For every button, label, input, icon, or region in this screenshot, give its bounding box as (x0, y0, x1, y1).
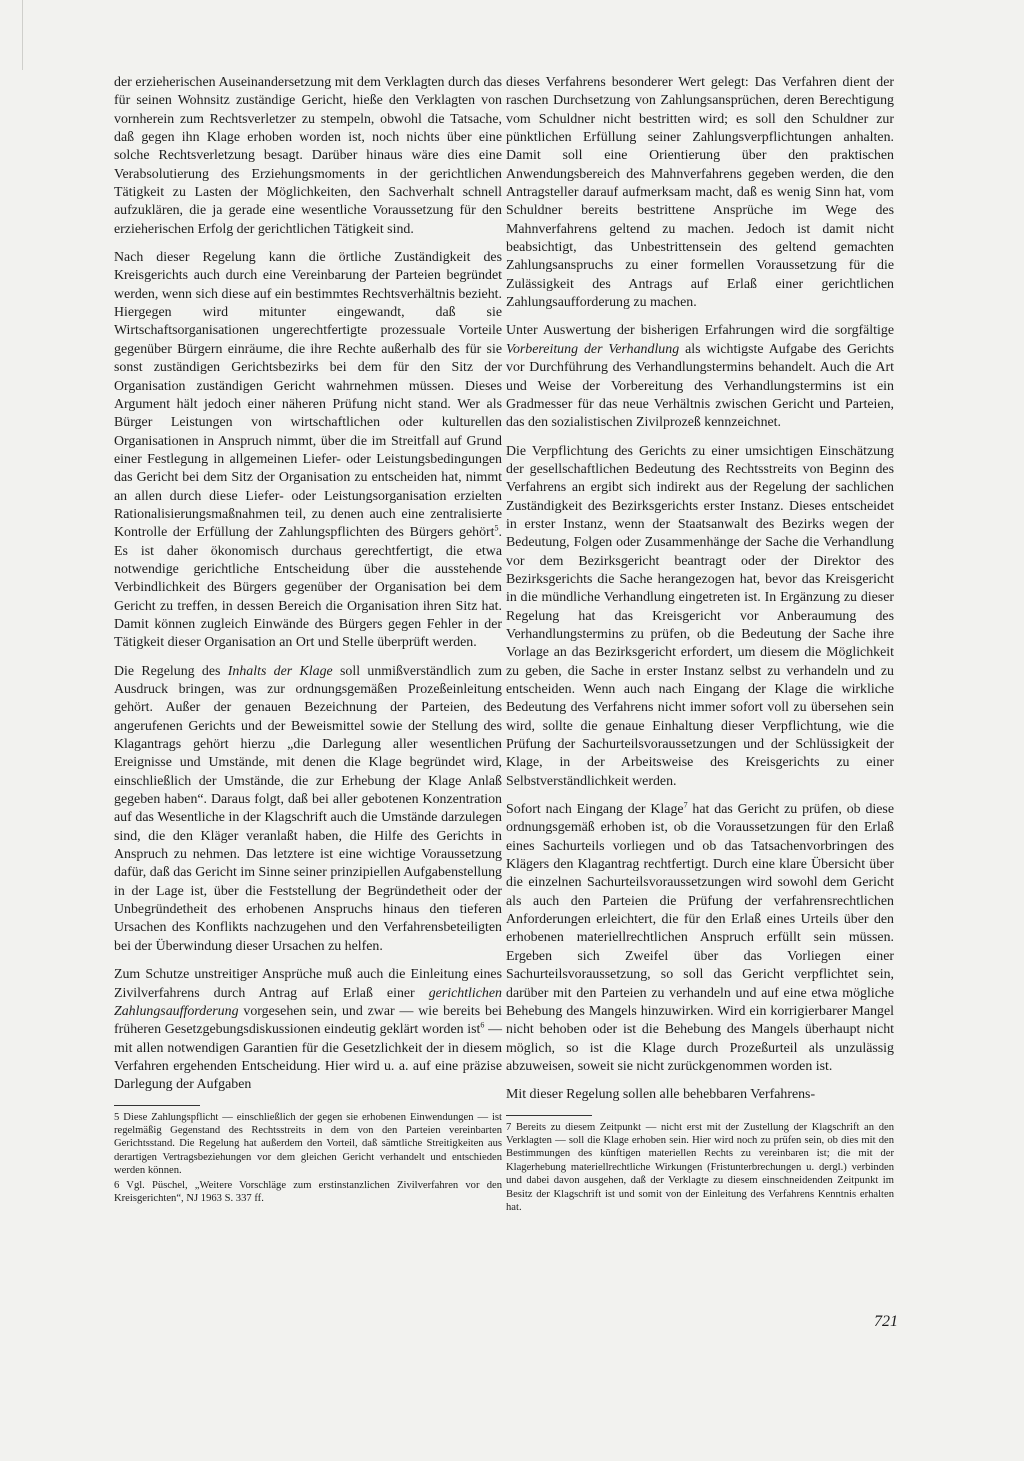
left-paragraph-3 (114, 663, 502, 957)
right-paragraph-5: Mit dieser Regelung sollen alle behebbaren Verfahrens- (506, 1087, 816, 1103)
page-number: 721 (874, 1313, 898, 1330)
left-paragraph-2 (114, 249, 502, 653)
right-paragraph-1: dieses Verfahrens besonderer Wert gelegt: Das Verfahren dient der raschen Durchsetzung von Zahlungsansprüchen, deren Berechtigung vom Schuldner nicht bestritten wird; es soll den Schuldner zur pünktlichen Erfüllung seiner Zahlungsverpflichtungen anhalten. Damit soll eine Orientierung über den praktischen Anwendungsbereich des Mahnverfahrens gegeben werden, die den Antragsteller darauf aufmerksam macht, daß es wenig Sinn hat, vom Schuldner bereits bestrittene Ansprüche im Wege des Mahnverfahrens geltend zu machen. Jedoch ist damit nicht beabsichtigt, das Unbestrittensein des geltend gemachten Zahlungsanspruchs zu einer formellen Voraussetzung für die Zulässigkeit des Antrags auf Erlaß einer gerichtlichen Zahlungsaufforderung zu machen. (506, 75, 894, 311)
left-paragraph-2-text: Nach dieser Regelung kann die örtliche Zuständigkeit des Kreisgerichts auch durch eine Vereinbarung der Parteien begründet werden, wenn sich diese auf ein bestimmtes Rechtsverhältnis bezieht. Hiergegen wird mitunter eingewandt, daß sie Wirtschaftsorganisationen ungerechtfertigte prozessuale Vorteile gegenüber Bürgern einräume, die ihre Rechte außerhalb des für sie sonst zuständigen Gerichtsbezirks bei dem für den Sitz der Organisation zuständigen Gericht wahrnehmen müssen. Dieses Argument hält jedoch einer näheren Prüfung nicht stand. Wer als Bürger Leistungen von wirtschaftlichen oder kulturellen Organisationen in Anspruch nimmt, über die im Streitfall auf Grund einer Festlegung in allgemeinen Liefer- oder Leistungsbedingungen das Gericht bei dem Sitz der Organisation zu entscheiden hat, nimmt an allen durch diese Liefer- oder Leistungsorganisation erzielten Rationalisierungsmaßnahmen teil, zu denen auch eine zentralisierte Kontrolle der Erfüllung der Zahlungspflichten des Bürgers gehört (114, 250, 502, 541)
right-paragraph-4 (506, 801, 894, 1076)
left-paragraph-2-tail: . Es ist daher ökonomisch durchaus gerechtfertigt, die etwa notwendige gerichtliche Entscheidung über die ausstehende Verbindlichkeit des Bürgers gegenüber der Organisation bei dem Gericht zu treffen, in dessen Bereich die Organisation ihren Sitz hat. Damit können zugleich Einwände des Bürgers gegen Fehler in der Tätigkeit dieser Organisation an Ort und Stelle überprüft werden. (114, 525, 502, 651)
left-paragraph-4-italic: gerichtlichen Zahlungsaufforderung (114, 985, 502, 1019)
footnote-5: 5 Diese Zahlungspflicht — einschließlich der gegen sie erhobenen Einwendungen — ist regelmäßig Gegenstand des Rechtsstreits in dem von den Parteien vereinbarten Gerichtsstand. Die Regelung hat außerdem den Vorteil, daß sämtliche Streitigkeiten aus derartigen Vertragsbeziehungen vor dem gleichen Gericht verhandelt und entschieden werden können. (114, 1111, 502, 1177)
right-footnotes (506, 1121, 894, 1215)
right-column (506, 74, 894, 1215)
left-column (114, 74, 502, 1206)
footnote-ref-5: 5 (494, 523, 499, 533)
left-paragraph-4-before: Zum Schutze unstreitiger Ansprüche muß auch die Einleitung eines Zivilverfahrens durch Antrag auf Erlaß einer (114, 967, 502, 1001)
left-paragraph-3-italic: Inhalts der Klage (227, 663, 333, 679)
footnote-6: 6 Vgl. Püschel, „Weitere Vorschläge zum erstinstanzlichen Zivilverfahren vor den Kreisgerichten“, NJ 1963 S. 337 ff. (114, 1179, 502, 1204)
footnote-ref-6: 6 (480, 1020, 485, 1030)
scan-edge-mark (22, 0, 23, 70)
footnote-divider-right (506, 1115, 592, 1116)
right-paragraph-2-before: Unter Auswertung der bisherigen Erfahrungen wird die sorgfältige (506, 323, 894, 339)
right-paragraph-2-after: als wichtigste Aufgabe des Gerichts vor Durchführung des Verhandlungstermins behandelt. Auch die Art und Weise der Vorbereitung des Verhandlungstermins ist ein Gradmesser für das neue Verhältnis zwischen Gericht und Parteien, das den sozialistischen Zivilprozeß kennzeichnet. (506, 341, 894, 431)
left-paragraph-4-after: — mit allen notwendigen Garantien für die Gesetzlichkeit der in diesem Verfahren ergehenden Entscheidung. Hier wird u. a. auf eine präzise Darlegung der Aufgaben (114, 1022, 502, 1093)
right-paragraph-4-before: Sofort nach Eingang der Klage (506, 802, 684, 818)
footnote-ref-7: 7 (683, 800, 688, 810)
footnote-7: 7 Bereits zu diesem Zeitpunkt — nicht erst mit der Zustellung der Klagschrift an den Verklagten — soll die Klage erhoben sein. Hier wird noch zu prüfen sein, ob dies mit den Bestimmungen des künftigen materiellen Rechts zu vereinbaren ist; die mit der Klagerhebung materiellrechtliche Wirkungen (Fristunterbrechungen u. dergl.) verbinden und dabei davon ausgehen, daß der Verklagte zu diesem einschneidenden Zeitpunkt im Besitz der Klagschrift ist und somit von der Einleitung des Verfahrens Kenntnis erhalten hat. (506, 1121, 894, 1213)
left-paragraph-3-before: Die Regelung des (114, 663, 228, 679)
left-paragraph-3-after: soll unmißverständlich zum Ausdruck bringen, was zur ordnungsgemäßen Prozeßeinleitung gehört. Außer der genauen Bezeichnung der Parteien, des angerufenen Gerichts und der Beweismittel sowie der Stellung des Klagantrags gehört hierzu „die Darlegung aller wesentlichen Ereignisse und Umstände, mit denen die Klage begründet wird, einschließlich der Umstände, die zur Erhebung der Klage Anlaß gegeben haben“. Daraus folgt, daß bei aller gebotenen Konzentration auf das Wesentliche in der Klagschrift auch die Umstände darzulegen sind, die den Kläger veranlaßt haben, die Hilfe des Gerichts in Anspruch zu nehmen. Das letztere ist eine wichtige Voraussetzung dafür, daß das Gericht im Sinne seiner prinzipiellen Aufgabenstellung in der Lage ist, über die Feststellung der Begründetheit oder der Unbegründetheit des erhobenen Anspruchs hinaus den tieferen Ursachen des Konflikts nachzugehen und den Verfahrensbeteiligten bei der Überwindung dieser Ursachen zu helfen. (114, 663, 503, 954)
left-paragraph-1: der erzieherischen Auseinandersetzung mit dem Verklagten durch das für seinen Wohnsitz zuständige Gericht, hieße den Verklagten von vornherein zum Rechtsverletzer zu stempeln, obwohl die Tatsache, daß gegen ihn Klage erhoben worden ist, noch nichts über eine solche Rechtsverletzung besagt. Darüber hinaus wäre dies eine Verabsolutierung des Erziehungsmoments in der gerichtlichen Tätigkeit zu Lasten der Möglichkeiten, den Sachverhalt schnell aufzuklären, die ja gerade eine wesentliche Voraussetzung für den erzieherischen Erfolg der gerichtlichen Tätigkeit sind. (114, 75, 502, 237)
left-footnotes (114, 1111, 502, 1206)
right-paragraph-2-italic: Vorbereitung der Verhandlung (506, 341, 680, 357)
footnote-divider (114, 1105, 200, 1106)
left-paragraph-4 (114, 966, 502, 1094)
right-paragraph-3: Die Verpflichtung des Gerichts zu einer umsichtigen Einschätzung der gesellschaftlichen Bedeutung des Rechtsstreits von Beginn des Verfahrens an ergibt sich indirekt aus der Regelung der sachlichen Zuständigkeit des Bezirksgerichts erster Instanz. Dieses entscheidet in erster Instanz, wenn der Staatsanwalt des Bezirks wegen der Bedeutung, Folgen oder Zusammenhänge der Sache die Verhandlung vor dem Bezirksgericht beantragt oder der Direktor des Bezirksgerichts die Sache herangezogen hat, bevor das Kreisgericht in die mündliche Verhandlung eingetreten ist. In Ergänzung zu dieser Regelung hat das Kreisgericht vor Anberaumung des Verhandlungstermins zu prüfen, ob die Bedeutung der Sache ihre Vorlage an das Bezirksgericht erfordert, um diesem die Möglichkeit zu geben, die Sache in erster Instanz selbst zu verhandeln und zu entscheiden. Wenn auch nach Eingang der Klage die wirkliche Bedeutung des Verfahrens nicht immer sofort voll zu übersehen sein wird, sollte die genaue Einhaltung dieser Verpflichtung, wie die Prüfung der Sachurteilsvoraussetzungen und der Schlüssigkeit der Klage, in der Arbeitsweise des Kreisgerichts zu einer Selbstverständlichkeit werden. (506, 443, 894, 789)
right-paragraph-4-after: hat das Gericht zu prüfen, ob diese ordnungsgemäß erhoben ist, ob die Voraussetzungen für den Erlaß eines Sachurteils vorliegen und ob das Tatsachenvorbringen des Klägers den Klagantrag rechtfertigt. Durch eine klare Übersicht über die einzelnen Sachurteilsvoraussetzungen wird sowohl dem Gericht als auch den Parteien die Prüfung der verfahrensrechtlichen Anforderungen erleichtert, die für den Erlaß eines Urteils über den erhobenen materiellrechtlichen Anspruch erfüllt sein müssen. Ergeben sich Zweifel über das Vorliegen einer Sachurteilsvoraussetzung, so soll das Gericht verpflichtet sein, darüber mit den Parteien zu verhandeln und auf eine etwa mögliche Behebung des Mangels hinzuwirken. Wird ein korrigierbarer Mangel nicht behoben oder ist die Behebung des Mangels überhaupt nicht möglich, so ist die Klage durch Prozeßurteil als unzulässig abzuweisen, soweit sie nicht zurückgenommen worden ist. (506, 802, 894, 1074)
left-paragraph-4-middle: vorgesehen sein, und zwar — wie bereits bei früheren Gesetzgebungsdiskussionen eindeutig geklärt worden ist (114, 1003, 502, 1038)
right-paragraph-2 (506, 322, 894, 432)
